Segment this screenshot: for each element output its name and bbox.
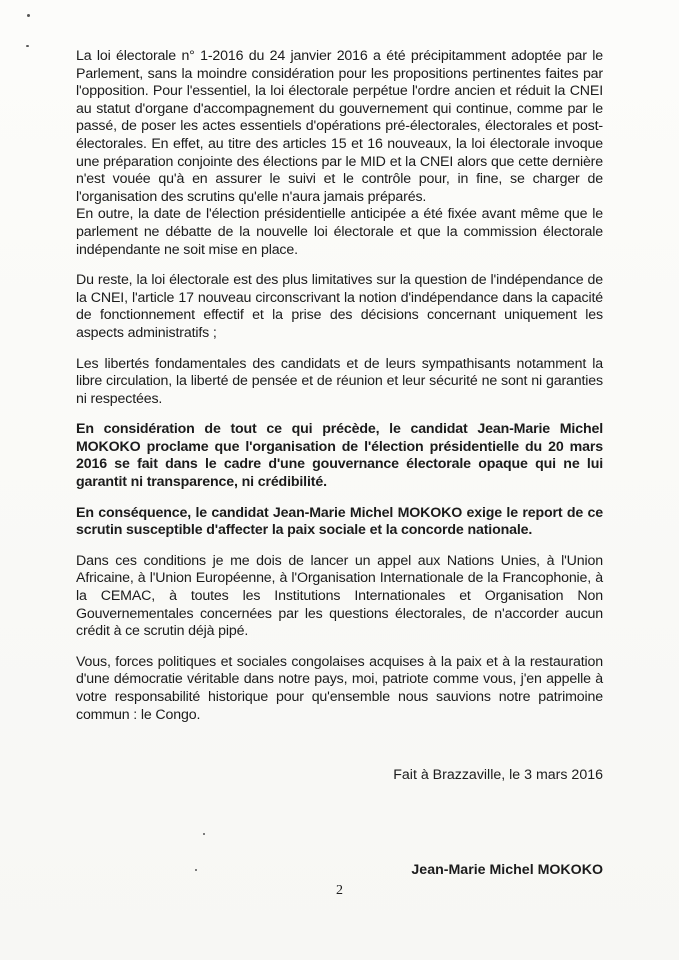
letter-body — [76, 48, 603, 724]
signature: Jean-Marie Michel MOKOKO — [411, 862, 603, 878]
scan-speck — [26, 45, 29, 47]
paragraph-electoral-law: La loi électorale n° 1-2016 du 24 janvier 2016 a été précipitamment adoptée par le Parlement, sans la moindre considération pour les propositions pertinentes faites par l'opposition. Pour l'essentiel, la loi électorale perpétue l'ordre ancien et réduit la CNEI au statut d'organe d'accompagnement du gouvernement qui continue, comme par le passé, de poser les actes essentiels d'opérations pré-électorales, électorales et post-électorales. En effet, au titre des articles 15 et 16 nouveaux, la loi électorale invoque une préparation conjointe des élections par le MID et la CNEI alors que cette dernière n'est vouée qu'à en assurer le suivi et le contrôle pour, in fine, se charger de l'organisation des scrutins qu'elle n'aura jamais préparés. — [76, 48, 603, 205]
paragraph-fundamental-freedoms: Les libertés fondamentales des candidats et de leurs sympathisants notamment la libre circulation, la liberté de pensée et de réunion et leur sécurité ne sont ni garanties ni respectées. — [76, 355, 603, 407]
scan-speck — [203, 833, 205, 835]
paragraph-proclamation: En considération de tout ce qui précède, le candidat Jean-Marie Michel MOKOKO proclame que l'organisation de l'élection présidentielle du 20 mars 2016 se fait dans le cadre d'une gouvernance électorale opaque qui ne lui garantit ni transparence, ni crédibilité. — [76, 421, 603, 491]
page-number: 2 — [336, 883, 343, 898]
paragraph-cnei-independence: Du reste, la loi électorale est des plus limitatives sur la question de l'indépendance de la CNEI, l'article 17 nouveau circonscrivant la notion d'indépendance dans la capacité de fonctionnement effectif et la prise des décisions concernant uniquement les aspects administratifs ; — [76, 272, 603, 341]
scan-speck — [27, 14, 30, 17]
dateline: Fait à Brazzaville, le 3 mars 2016 — [393, 767, 603, 783]
paragraph-national-appeal: Vous, forces politiques et sociales congolaises acquises à la paix et à la restauration d'une démocratie véritable dans notre pays, moi, patriote comme vous, j'en appelle à votre responsabilité historique pour qu'ensemble nous sauvions notre patrimoine commun : le Congo. — [76, 653, 603, 723]
paragraph-postponement-demand: En conséquence, le candidat Jean-Marie Michel MOKOKO exige le report de ce scrutin susceptible d'affecter la paix sociale et la concorde nationale. — [76, 504, 603, 539]
scan-speck — [195, 869, 197, 871]
paragraph-election-date: En outre, la date de l'élection présidentielle anticipée a été fixée avant même que le parlement ne débatte de la nouvelle loi électorale et que la commission électorale indépendante ne soit mise en place. — [76, 206, 603, 258]
paragraph-international-appeal: Dans ces conditions je me dois de lancer un appel aux Nations Unies, à l'Union Africaine, à l'Union Européenne, à l'Organisation Internationale de la Francophonie, à la CEMAC, à toutes les Institutions Internationales et Organisation Non Gouvernementales concernées par les questions électorales, de n'accorder aucun crédit à ce scrutin déjà pipé. — [76, 552, 603, 640]
